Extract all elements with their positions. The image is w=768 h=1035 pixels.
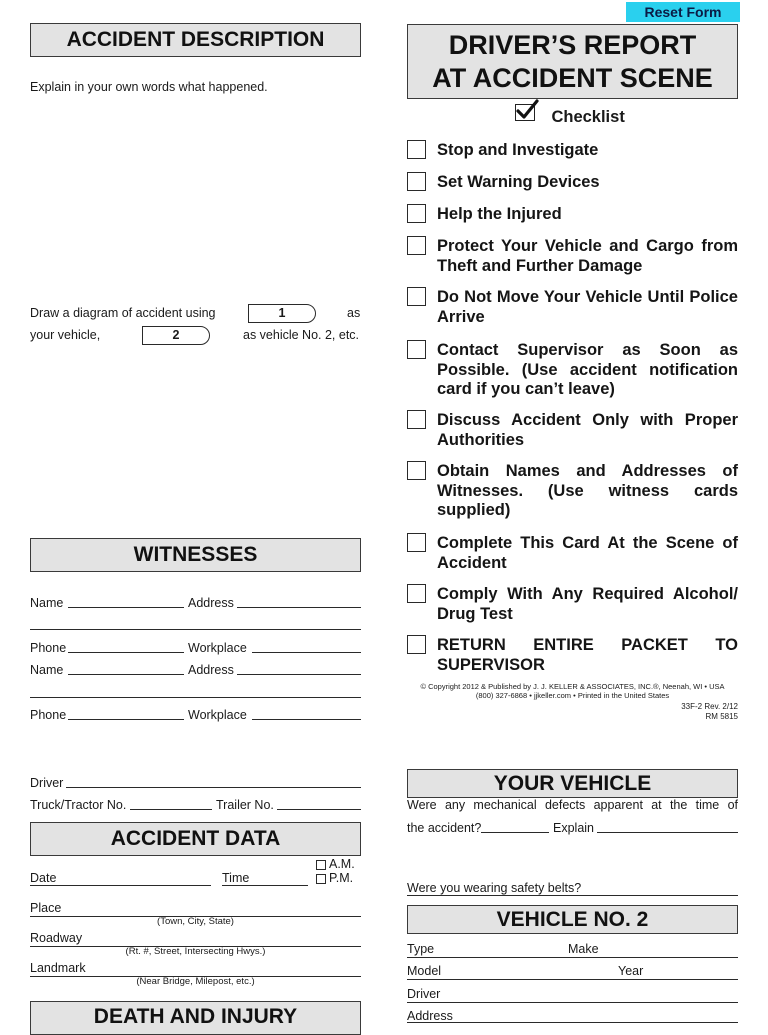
am-option[interactable] [316, 857, 355, 871]
witness-2-address-line-2[interactable] [30, 697, 361, 698]
checklist-item-do-not-move: Do Not Move Your Vehicle Until Police Arrive [437, 288, 738, 326]
checkbox-drug-test[interactable] [407, 584, 426, 603]
vehicle-1-marker: 1 [248, 304, 316, 323]
witness-2-workplace-field[interactable] [252, 719, 361, 720]
form-number [407, 702, 738, 721]
witness-1-name-label: Name [30, 596, 64, 610]
reset-form-button[interactable]: Reset Form [626, 2, 740, 22]
witnesses-header: WITNESSES [30, 538, 361, 572]
witness-1-address-field[interactable] [237, 607, 361, 608]
checkmark-icon [515, 104, 535, 121]
landmark-label: Landmark [30, 961, 86, 975]
vehicle-2-type-label: Type [407, 942, 435, 956]
pm-option[interactable] [316, 871, 353, 885]
vehicle-2-driver-label: Driver [407, 987, 441, 1001]
title-line-1: DRIVER’S REPORT [448, 30, 697, 60]
checklist-heading [515, 104, 625, 128]
vehicle-2-address-label: Address [407, 1009, 453, 1023]
witness-2-address-field[interactable] [237, 674, 361, 675]
landmark-hint: (Near Bridge, Milepost, etc.) [136, 976, 255, 987]
checkbox-contact-supervisor[interactable] [407, 340, 426, 359]
witness-1-address-label: Address [188, 596, 234, 610]
rm-number: RM 5815 [705, 711, 738, 721]
witness-1-workplace-field[interactable] [252, 652, 361, 653]
vehicle-2-driver-field[interactable] [407, 1002, 738, 1003]
form-revision: 33F-2 Rev. 2/12 [681, 702, 738, 711]
diagram-instruction-vehicle-2: as vehicle No. 2, etc. [243, 328, 360, 342]
date-label: Date [30, 871, 57, 885]
checklist-item-return-packet: RETURN ENTIRE PACKET TO SUPERVISOR [437, 636, 738, 674]
explain-label: Explain [553, 821, 594, 835]
your-vehicle-header: YOUR VEHICLE [407, 769, 738, 798]
checkbox-return-packet[interactable] [407, 635, 426, 654]
checkbox-protect-vehicle[interactable] [407, 236, 426, 255]
safety-belts-field[interactable] [407, 895, 738, 896]
checklist-item-drug-test: Comply With Any Required Alcohol/ Drug Test [437, 585, 738, 623]
witness-1-address-line-2[interactable] [30, 629, 361, 630]
vehicle-2-marker: 2 [142, 326, 210, 345]
vehicle-2-type-make-field[interactable] [407, 957, 738, 958]
checkbox-discuss-accident[interactable] [407, 410, 426, 429]
diagram-instruction-your-vehicle: your vehicle, [30, 328, 101, 342]
checklist-item-contact-supervisor: Contact Supervisor as Soon as Possible. (Use accident notification card if you can’t leave) [437, 341, 738, 398]
witness-1-phone-field[interactable] [68, 652, 184, 653]
mechanical-defects-question: Were any mechanical defects apparent at the time of [407, 798, 738, 812]
accident-question-continued: the accident? [407, 821, 482, 835]
witness-2-address-label: Address [188, 663, 234, 677]
witness-2-phone-field[interactable] [68, 719, 184, 720]
accident-description-field[interactable] [30, 100, 361, 290]
copyright-text [407, 682, 738, 700]
pm-label: P.M. [329, 871, 354, 885]
checkbox-complete-card[interactable] [407, 533, 426, 552]
diagram-instruction-text: Draw a diagram of accident using [30, 306, 216, 320]
accident-description-header: ACCIDENT DESCRIPTION [30, 23, 361, 57]
time-field[interactable] [222, 885, 308, 886]
witness-1-phone-label: Phone [30, 641, 67, 655]
description-prompt: Explain in your own words what happened. [30, 80, 268, 94]
vehicle-2-address-field[interactable] [407, 1022, 738, 1023]
witness-2-name-field[interactable] [68, 674, 184, 675]
witness-2-workplace-label: Workplace [188, 708, 247, 722]
checklist-item-complete-card: Complete This Card At the Scene of Accident [437, 534, 738, 572]
vehicle-2-model-label: Model [407, 964, 442, 978]
truck-tractor-label: Truck/Tractor No. [30, 798, 127, 812]
checklist-item-help-injured: Help the Injured [437, 205, 562, 223]
explain-field[interactable] [597, 832, 738, 833]
trailer-field[interactable] [277, 809, 361, 810]
safety-belts-question: Were you wearing safety belts? [407, 881, 582, 895]
roadway-label: Roadway [30, 931, 83, 945]
trailer-label: Trailer No. [216, 798, 274, 812]
mechanical-defects-answer-field[interactable] [481, 832, 549, 833]
date-field[interactable] [30, 885, 211, 886]
am-checkbox[interactable] [316, 860, 326, 870]
copyright-line-2: (800) 327-6868 • jjkeller.com • Printed in the United States [475, 691, 670, 700]
drivers-report-title [407, 24, 738, 99]
checklist-item-obtain-names: Obtain Names and Addresses of Witnesses. (Use witness cards supplied) [437, 462, 738, 519]
checkbox-help-injured[interactable] [407, 204, 426, 223]
checklist-item-warning-devices: Set Warning Devices [437, 173, 600, 191]
place-label: Place [30, 901, 62, 915]
witness-2-name-label: Name [30, 663, 64, 677]
pm-checkbox[interactable] [316, 874, 326, 884]
diagram-instruction-as: as [347, 306, 361, 320]
checkbox-obtain-names[interactable] [407, 461, 426, 480]
death-injury-header: DEATH AND INJURY [30, 1001, 361, 1035]
vehicle-2-year-label: Year [618, 964, 644, 978]
title-line-2: AT ACCIDENT SCENE [432, 63, 713, 93]
roadway-hint: (Rt. #, Street, Intersecting Hwys.) [125, 946, 266, 957]
copyright-line-1: © Copyright 2012 & Published by J. J. KELLER & ASSOCIATES, INC.®, Neenah, WI • USA [420, 682, 725, 691]
witness-1-name-field[interactable] [68, 607, 184, 608]
vehicle-2-make-label: Make [568, 942, 599, 956]
checklist-item-stop-investigate: Stop and Investigate [437, 141, 599, 159]
checklist-item-discuss-accident: Discuss Accident Only with Proper Authorities [437, 411, 738, 449]
vehicle-2-header: VEHICLE NO. 2 [407, 905, 738, 934]
checklist-label: Checklist [551, 108, 625, 126]
witness-2-phone-label: Phone [30, 708, 67, 722]
am-label: A.M. [329, 857, 355, 871]
diagram-area[interactable] [30, 350, 361, 530]
driver-label: Driver [30, 776, 64, 790]
checkbox-do-not-move[interactable] [407, 287, 426, 306]
vehicle-2-model-year-field[interactable] [407, 979, 738, 980]
time-label: Time [222, 871, 250, 885]
place-hint: (Town, City, State) [157, 916, 234, 927]
accident-data-header: ACCIDENT DATA [30, 822, 361, 856]
checklist-item-protect-vehicle: Protect Your Vehicle and Cargo from Theft and Further Damage [437, 237, 738, 275]
witness-1-workplace-label: Workplace [188, 641, 247, 655]
driver-field[interactable] [66, 787, 361, 788]
checkbox-stop-investigate[interactable] [407, 140, 426, 159]
truck-tractor-field[interactable] [130, 809, 212, 810]
checkbox-warning-devices[interactable] [407, 172, 426, 191]
